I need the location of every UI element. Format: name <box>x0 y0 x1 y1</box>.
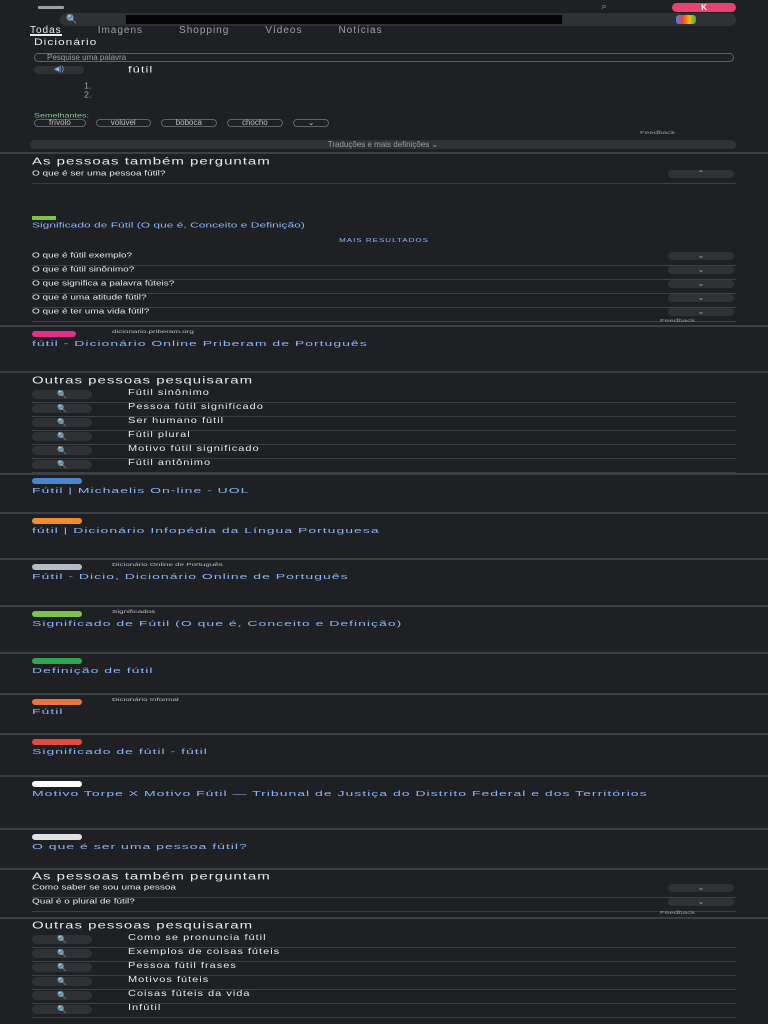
translations-button[interactable]: Traduções e mais definições ⌄ <box>30 140 736 149</box>
paa-question-text: O que é fútil exemplo? <box>32 252 133 260</box>
similar-chip[interactable]: frívolo <box>34 119 86 127</box>
related-searches-title: Outras pessoas pesquisaram <box>32 375 254 387</box>
related-search-item[interactable] <box>32 445 736 459</box>
definition-number: 1. <box>84 81 92 91</box>
divider <box>0 605 768 607</box>
related-search-item[interactable] <box>32 389 736 403</box>
result-title-link[interactable]: fútil - Dicionário Online Priberam de Português <box>32 339 368 348</box>
related-search-item[interactable] <box>32 417 736 431</box>
paa-question-text: O que é fútil sinônimo? <box>32 266 135 274</box>
paa-question-text: O que é uma atitude fútil? <box>32 294 147 302</box>
related-search-text: Coisas fúteis da vida <box>128 989 251 998</box>
result-site: Dicionário Informal <box>112 697 179 703</box>
chevron-down-icon[interactable]: ⌄ <box>668 280 734 288</box>
result-site: dicionario.priberam.org <box>112 329 194 335</box>
tab-bar <box>30 26 738 36</box>
menu-icon[interactable] <box>38 6 64 9</box>
related-search-item[interactable] <box>32 962 736 976</box>
divider <box>0 733 768 735</box>
site-favicon <box>32 658 82 664</box>
paa-question-text: O que é ser uma pessoa fútil? <box>32 170 166 178</box>
tab-videos[interactable]: Vídeos <box>265 25 303 36</box>
search-icon: 🔍 <box>32 418 92 427</box>
divider <box>0 693 768 695</box>
related-search-item[interactable] <box>32 431 736 445</box>
chevron-down-icon[interactable]: ⌄ <box>668 294 734 302</box>
divider <box>0 868 768 870</box>
paa-question-text: O que é ter uma vida fútil? <box>32 308 150 316</box>
dictionary-word: fútil <box>128 64 154 75</box>
paa-question-expanded[interactable] <box>32 170 736 184</box>
paa-title: As pessoas também perguntam <box>32 156 271 168</box>
divider <box>0 325 768 327</box>
related-search-text: Pessoa fútil frases <box>128 961 237 970</box>
site-favicon <box>32 478 82 484</box>
site-favicon <box>32 611 82 617</box>
result-title-link[interactable]: O que é ser uma pessoa fútil? <box>32 842 248 851</box>
dictionary-search-input[interactable]: Pesquise uma palavra <box>34 53 734 62</box>
tab-all[interactable]: Todas <box>30 25 62 36</box>
search-icon: 🔍 <box>32 949 92 958</box>
search-icon: 🔍 <box>32 935 92 944</box>
related-search-text: Motivos fúteis <box>128 975 210 984</box>
chevron-down-icon[interactable]: ⌄ <box>293 119 330 127</box>
related-search-text: Fútil sinônimo <box>128 388 210 397</box>
divider <box>0 152 768 154</box>
chevron-up-icon[interactable]: ⌃ <box>668 170 734 178</box>
site-favicon <box>32 699 82 705</box>
result-title-link[interactable]: Fútil | Michaelis On-line - UOL <box>32 486 250 495</box>
search-icon: 🔍 <box>66 14 78 24</box>
related-search-item[interactable] <box>32 976 736 990</box>
search-icon: 🔍 <box>32 977 92 986</box>
similar-chip[interactable]: boboca <box>161 119 217 127</box>
related-search-item[interactable] <box>32 948 736 962</box>
divider <box>0 512 768 514</box>
lens-icon[interactable] <box>676 15 696 24</box>
chevron-down-icon[interactable]: ⌄ <box>668 898 734 906</box>
related-search-item[interactable] <box>32 990 736 1004</box>
site-favicon <box>32 739 82 745</box>
definition-2 <box>84 92 724 98</box>
translations-label: Traduções e mais definições <box>327 140 430 149</box>
result-title-link[interactable]: Definição de fútil <box>32 666 154 675</box>
site-favicon <box>32 834 82 840</box>
divider <box>0 828 768 830</box>
tab-images[interactable]: Imagens <box>97 25 144 36</box>
paa-question[interactable] <box>32 252 736 266</box>
related-search-text: Motivo fútil significado <box>128 444 260 453</box>
related-search-item[interactable] <box>32 1004 736 1018</box>
search-icon: 🔍 <box>32 404 92 413</box>
search-icon: 🔍 <box>32 963 92 972</box>
search-icon: 🔍 <box>32 1005 92 1014</box>
paa-question[interactable] <box>32 884 736 898</box>
paa-question[interactable] <box>32 280 736 294</box>
paa-question[interactable] <box>32 294 736 308</box>
similar-chips <box>34 119 736 129</box>
paa-question[interactable] <box>32 898 736 912</box>
divider <box>0 652 768 654</box>
paa-question[interactable] <box>32 266 736 280</box>
paa-question-text: Como saber se sou uma pessoa <box>32 884 176 892</box>
search-icon: 🔍 <box>32 991 92 1000</box>
feedback-link[interactable]: Feedback <box>660 318 696 324</box>
avatar[interactable]: K <box>672 3 736 12</box>
similar-chip[interactable]: chocho <box>227 119 283 127</box>
chevron-down-icon[interactable]: ⌄ <box>668 884 734 892</box>
result-title-link[interactable]: fútil | Dicionário Infopédia da Língua Portuguesa <box>32 526 380 535</box>
search-icon: 🔍 <box>32 390 92 399</box>
chevron-down-icon[interactable]: ⌄ <box>668 308 734 316</box>
result-title-link[interactable]: Fútil <box>32 707 64 716</box>
related-search-text: Fútil plural <box>128 430 191 439</box>
search-icon: 🔍 <box>32 446 92 455</box>
related-searches-title: Outras pessoas pesquisaram <box>32 920 254 932</box>
result-site: Significados <box>112 609 156 615</box>
site-favicon <box>32 331 76 337</box>
site-favicon <box>32 564 82 570</box>
paa-question[interactable] <box>32 308 736 322</box>
tab-shopping[interactable]: Shopping <box>179 25 230 36</box>
related-search-text: Como se pronuncia fútil <box>128 933 267 942</box>
bell-icon[interactable]: ⌕ <box>601 1 607 11</box>
paa-question-text: Qual é o plural de fútil? <box>32 898 135 906</box>
related-search-item[interactable] <box>32 403 736 417</box>
result-title-link[interactable]: Fútil - Dicio, Dicionário Online de Português <box>32 572 349 581</box>
related-search-text: Ser humano fútil <box>128 416 225 425</box>
search-input[interactable] <box>126 15 562 24</box>
paa-question-text: O que significa a palavra fúteis? <box>32 280 175 288</box>
similar-label: Semelhantes: <box>34 112 90 119</box>
search-icon: 🔍 <box>32 432 92 441</box>
tab-news[interactable]: Notícias <box>338 25 383 36</box>
result-title-link[interactable]: Significado de fútil - fútil <box>32 747 208 756</box>
divider <box>0 473 768 475</box>
result-title-link[interactable]: Motivo Torpe X Motivo Fútil — Tribunal de Justiça do Distrito Federal e dos Territórios <box>32 789 648 798</box>
divider <box>0 917 768 919</box>
result-site: Dicionário Online de Português <box>112 562 223 568</box>
related-search-item[interactable] <box>32 934 736 948</box>
divider <box>0 558 768 560</box>
related-search-text: Pessoa fútil significado <box>128 402 264 411</box>
search-icon: 🔍 <box>32 460 92 469</box>
more-results-link[interactable]: MAIS RESULTADOS <box>339 237 429 244</box>
paa-title: As pessoas também perguntam <box>32 871 271 883</box>
site-favicon <box>32 781 82 787</box>
definition-number: 2. <box>84 90 92 100</box>
answer-title-link[interactable]: Significado de Fútil (O que é, Conceito e Definição) <box>32 221 305 230</box>
definition-1 <box>84 83 724 89</box>
related-search-text: Fútil antônimo <box>128 458 212 467</box>
feedback-link[interactable]: Feedback <box>640 130 676 136</box>
answer-favicon <box>32 216 56 220</box>
result-title-link[interactable]: Significado de Fútil (O que é, Conceito e Definição) <box>32 619 403 628</box>
chevron-down-icon[interactable]: ⌄ <box>668 266 734 274</box>
dictionary-title: Dicionário <box>34 36 98 47</box>
related-search-text: Infútil <box>128 1003 162 1012</box>
speaker-icon[interactable]: ◀)) <box>34 66 84 74</box>
divider <box>0 371 768 373</box>
chevron-down-icon[interactable]: ⌄ <box>668 252 734 260</box>
feedback-link[interactable]: Feedback <box>660 910 696 916</box>
divider <box>0 775 768 777</box>
site-favicon <box>32 518 82 524</box>
related-search-text: Exemplos de coisas fúteis <box>128 947 281 956</box>
related-search-item[interactable] <box>32 459 736 473</box>
similar-chip[interactable]: volúvel <box>96 119 151 127</box>
